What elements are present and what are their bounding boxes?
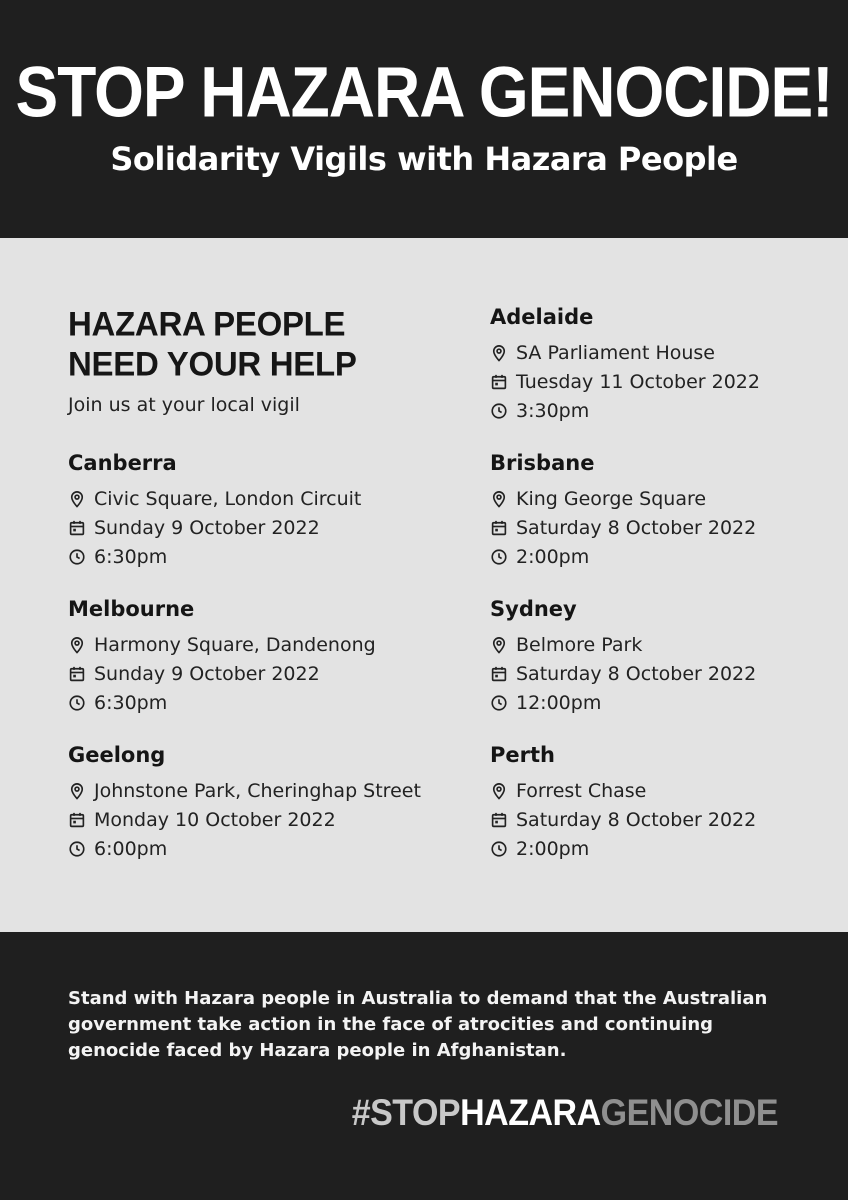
location-pin-icon [68, 782, 86, 800]
vigil-time-row [68, 542, 361, 571]
vigil-location: Belmore Park [516, 633, 643, 656]
location-pin-icon [68, 636, 86, 654]
vigil-adelaide [490, 304, 760, 425]
calendar-icon [68, 519, 86, 537]
vigil-time: 6:30pm [94, 545, 168, 568]
hashtag-part-hazara: HAZARA [460, 1092, 601, 1134]
help-heading [68, 304, 357, 384]
vigil-location: King George Square [516, 487, 707, 510]
vigil-date-row [490, 659, 756, 688]
vigil-location-row [490, 338, 760, 367]
vigil-city: Melbourne [68, 597, 195, 621]
vigil-time-row [68, 834, 421, 863]
vigil-time-row [490, 396, 760, 425]
vigil-date: Saturday 8 October 2022 [516, 516, 757, 539]
vigil-list-section [0, 238, 848, 932]
vigil-time-row [490, 688, 756, 717]
vigil-date-row [68, 513, 361, 542]
vigil-time: 12:00pm [516, 691, 602, 714]
calendar-icon [490, 519, 508, 537]
vigil-city: Sydney [490, 597, 577, 621]
vigil-perth [490, 742, 756, 863]
vigil-date-row [68, 659, 376, 688]
clock-icon [490, 548, 508, 566]
location-pin-icon [490, 636, 508, 654]
vigil-city: Canberra [68, 451, 177, 475]
vigil-date-row [68, 805, 421, 834]
vigil-brisbane [490, 450, 756, 571]
vigil-date-row [490, 367, 760, 396]
clock-icon [68, 840, 86, 858]
vigil-geelong [68, 742, 421, 863]
vigil-location-row [68, 630, 376, 659]
location-pin-icon [490, 490, 508, 508]
vigil-city: Brisbane [490, 451, 595, 475]
vigil-city: Geelong [68, 743, 166, 767]
location-pin-icon [490, 782, 508, 800]
vigil-date: Saturday 8 October 2022 [516, 808, 757, 831]
calendar-icon [490, 373, 508, 391]
vigil-location-row [490, 484, 756, 513]
vigil-date: Sunday 9 October 2022 [94, 516, 320, 539]
clock-icon [490, 694, 508, 712]
clock-icon [490, 402, 508, 420]
vigil-date-row [490, 513, 756, 542]
vigil-location: Johnstone Park, Cheringhap Street [94, 779, 421, 802]
vigil-location: Harmony Square, Dandenong [94, 633, 376, 656]
hashtag [352, 1092, 778, 1135]
calendar-icon [68, 811, 86, 829]
vigil-time-row [68, 688, 376, 717]
vigil-date: Monday 10 October 2022 [94, 808, 336, 831]
location-pin-icon [68, 490, 86, 508]
vigil-location: Forrest Chase [516, 779, 647, 802]
vigil-location: Civic Square, London Circuit [94, 487, 362, 510]
vigil-date: Tuesday 11 October 2022 [516, 370, 760, 393]
page-subtitle: Solidarity Vigils with Hazara People [110, 140, 738, 178]
vigil-canberra [68, 450, 361, 571]
clock-icon [68, 694, 86, 712]
vigil-time: 2:00pm [516, 545, 590, 568]
vigil-date-row [490, 805, 756, 834]
vigil-location-row [490, 630, 756, 659]
hashtag-part-genocide: GENOCIDE [600, 1092, 778, 1134]
vigil-time-row [490, 542, 756, 571]
vigil-date: Saturday 8 October 2022 [516, 662, 757, 685]
vigil-location: SA Parliament House [516, 341, 715, 364]
vigil-location-row [68, 776, 421, 805]
calendar-icon [490, 665, 508, 683]
calendar-icon [490, 811, 508, 829]
header-band [0, 0, 848, 238]
calendar-icon [68, 665, 86, 683]
clock-icon [490, 840, 508, 858]
vigil-city: Adelaide [490, 305, 594, 329]
footer-band [0, 932, 848, 1200]
footer-statement: Stand with Hazara people in Australia to demand that the Australian government take action in the face of atrocities and continuing genocide faced by Hazara people in Afghanistan. [68, 988, 768, 1061]
vigil-city: Perth [490, 743, 555, 767]
vigil-location-row [68, 484, 361, 513]
page-title: STOP HAZARA GENOCIDE! [15, 51, 833, 133]
vigil-time: 6:00pm [94, 837, 168, 860]
vigil-time: 3:30pm [516, 399, 590, 422]
vigil-time-row [490, 834, 756, 863]
vigil-time: 6:30pm [94, 691, 168, 714]
vigil-time: 2:00pm [516, 837, 590, 860]
clock-icon [68, 548, 86, 566]
vigil-date: Sunday 9 October 2022 [94, 662, 320, 685]
vigil-melbourne [68, 596, 376, 717]
vigil-sydney [490, 596, 756, 717]
help-heading-line-1: HAZARA PEOPLE [68, 304, 346, 343]
location-pin-icon [490, 344, 508, 362]
vigil-location-row [490, 776, 756, 805]
help-subtitle: Join us at your local vigil [68, 394, 300, 416]
help-heading-line-2: NEED YOUR HELP [68, 343, 357, 383]
hashtag-part-stop: #STOP [351, 1092, 461, 1134]
